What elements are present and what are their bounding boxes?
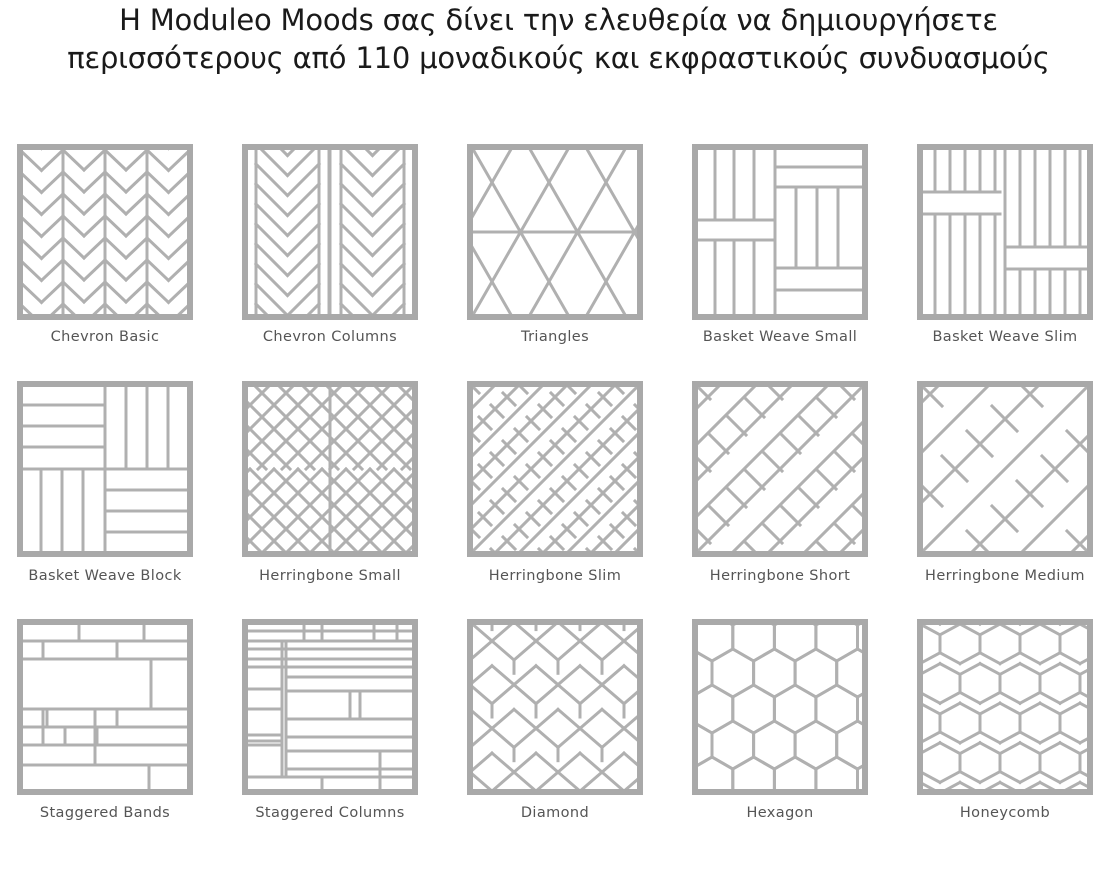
staggered-bands-icon: [17, 619, 193, 795]
pattern-label: Hexagon: [746, 805, 814, 821]
pattern-label: Basket Weave Small: [702, 329, 858, 345]
diamond-icon: [467, 619, 643, 795]
pattern-label: Chevron Basic: [50, 329, 160, 345]
pattern-tile-diamond[interactable]: [467, 619, 643, 795]
pattern-tile-basket-weave-block[interactable]: [17, 381, 193, 557]
herringbone-short-icon: [692, 381, 868, 557]
herringbone-small-icon: [242, 381, 418, 557]
herringbone-medium-icon: [917, 381, 1093, 557]
pattern-tile-herringbone-short[interactable]: [692, 381, 868, 557]
pattern-label: Basket Weave Slim: [932, 329, 1078, 345]
pattern-label: Herringbone Small: [259, 568, 401, 584]
pattern-tile-herringbone-slim[interactable]: [467, 381, 643, 557]
pattern-label: Diamond: [520, 805, 590, 821]
pattern-tile-herringbone-small[interactable]: [242, 381, 418, 557]
heading-line-1: Η Moduleo Moods σας δίνει την ελευθερία να δημιουργήσετε: [119, 3, 998, 37]
pattern-tile-triangles[interactable]: [467, 144, 643, 320]
triangles-icon: [467, 144, 643, 320]
honeycomb-icon: [917, 619, 1093, 795]
pattern-label: Staggered Columns: [255, 805, 405, 821]
pattern-label: Honeycomb: [959, 805, 1051, 821]
pattern-label: Herringbone Short: [709, 568, 851, 584]
pattern-tile-chevron-basic[interactable]: [17, 144, 193, 320]
hexagon-icon: [692, 619, 868, 795]
pattern-tile-chevron-columns[interactable]: [242, 144, 418, 320]
pattern-label: Herringbone Medium: [925, 568, 1085, 584]
pattern-label: Triangles: [520, 329, 590, 345]
pattern-tile-honeycomb[interactable]: [917, 619, 1093, 795]
pattern-tile-staggered-bands[interactable]: [17, 619, 193, 795]
basket-weave-slim-icon: [917, 144, 1093, 320]
pattern-label: Herringbone Slim: [488, 568, 622, 584]
basket-weave-small-icon: [692, 144, 868, 320]
herringbone-slim-icon: [467, 381, 643, 557]
chevron-basic-icon: [17, 144, 193, 320]
pattern-tile-staggered-columns[interactable]: [242, 619, 418, 795]
pattern-label: Basket Weave Block: [28, 568, 182, 584]
pattern-label: Staggered Bands: [39, 805, 171, 821]
heading-line-2: περισσότερους από 110 μοναδικούς και εκφραστικούς συνδυασμούς: [67, 41, 1050, 75]
pattern-tile-basket-weave-slim[interactable]: [917, 144, 1093, 320]
pattern-tile-hexagon[interactable]: [692, 619, 868, 795]
chevron-columns-icon: [242, 144, 418, 320]
pattern-tile-herringbone-medium[interactable]: [917, 381, 1093, 557]
staggered-columns-icon: [242, 619, 418, 795]
basket-weave-block-icon: [17, 381, 193, 557]
pattern-tile-basket-weave-small[interactable]: [692, 144, 868, 320]
pattern-label: Chevron Columns: [262, 329, 398, 345]
